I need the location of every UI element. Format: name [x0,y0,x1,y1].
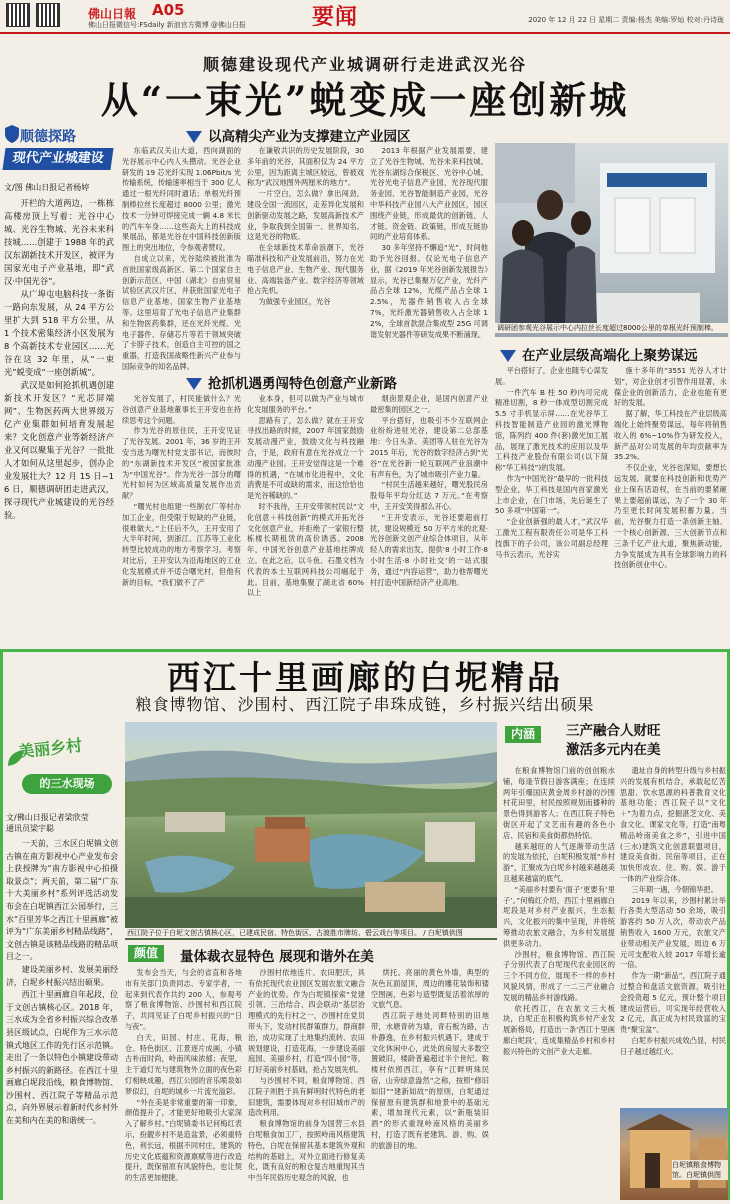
column-logo-line1: 顺德探路 [20,129,76,145]
paragraph: 白坭乡村振兴成效凸显，村民日子越过越红火。 [620,1035,726,1056]
photo-caption: 调研团参观光谷展示中心内拉丝长度超过8000公里的单根光纤预制棒。 [495,323,728,333]
photo-caption: 西江院子位于白坭文创古镇核心区，已建成民宿、特色街区、古渡胜市牌坊、碧云戏台等项目。 / 白坭镇供图 [125,928,497,938]
article-column [122,394,241,644]
paragraph: 依托西江，在农旅文三大板块，白坭正在积极构筑乡村产业发展新格局，打造出一条‘西江十里画廊白坭段’，连成集精品乡村和乡村振兴特色的文创产业大走廊。 [503,1003,615,1056]
photo-museum [620,1108,728,1200]
paragraph: 烘托。亮丽的黄色外墙，典型的灰色瓦面屋顶，周边的雕花装饰和镂空图画，色彩与造型既复活着浓厚的文旅气息。 [371,968,489,1010]
subheading: 量体裁衣显特色 展现和谐外在美 [180,949,374,965]
paragraph: 从广埠屯电脑科技一条街一路向东发展，从 24 平方公里扩大到 518 平方公里，从 1 个技术密集经济小区发展为 8 个高新技术专业园区……光谷在这 32 年里，从“一束光”蜕变成“一座创新城”。 [4,289,114,377]
paragraph: 在全球新技术革命浪潮下，光谷瞄准科技和产业发展前沿，努力在光电子信息产业、生物产业、现代服务业、高端装备产业、数字经济等领域抢占先机。 [247,243,364,296]
article-column [371,968,489,1196]
paragraph: 平台搭好了，企业也随专心谋发展。 [495,366,608,386]
paragraph: 西江院子地处河畔特别的旧地带，水塘青砖为墙，青石板为路，古朴静逸，在乡村振兴机遇下，建成于文化休闲中心，此处的房屋大多数空置破旧，楼龄普遍超过半个世纪。鞍楼村依照西江，享有“江畔明珠民宿，山旁绿意盎然”之称，按照“修旧如旧”“建新如故”的原则，白坭通过保留原有建筑群和地景中的基础元素，增加现代元素，以“新瓶装旧酒”的形式重现岭南风格的美丽乡村，打造了既有老建筑、游、购、娱的旅游目的地。 [371,1011,489,1150]
photo-exhibition [495,143,728,337]
photo-museum-art [620,1108,728,1200]
paragraph: 施十多年的“3551 光谷人才计划”，对企业创才引智作用显著，永葆企业的创新活力，企业也能有更好的发展。 [614,366,727,408]
byline: 文/佛山日报记者梁欣莹 通讯员梁宇聪 [6,813,89,833]
paragraph: 思路有了，怎么做？就在王开安寻找出路的时候，2007 年国家鼓励发展动漫产业，鼓励文化与科技融合，于是，政府有意在光谷成立一个动漫产业园。王开安觉得这是一个难得的机遇，“在城市化进程中，文化消费是不可或缺的需求，而这恰恰也是光谷稀缺的。” [247,415,364,501]
section-title: 要闻 [312,4,359,30]
story2-deck: 粮食博物馆、沙围村、西江院子串珠成链，乡村振兴结出硕果 [135,695,595,714]
qr-code-icon[interactable] [36,3,60,27]
tag-badge: 颜值 [128,945,164,962]
qr-code-icon[interactable] [6,3,30,27]
paragraph: “曙光村也组建一些制衣厂等村办加工企业，但受限于短缺的产业链，很难做大。”上任后不久，王开安用了大半年时间，到浙江、江苏等工业化转型比较成功的地方考察学习。考察对比后，王开安认为沿海地区的工业化发展模式并不适合曙光村，但他有新的目标，“我们做不了产 [122,501,241,587]
brand-logo: 佛山日報 [88,7,137,21]
paragraph: 开栏的大道两边，一栋栋高楼房顶上写着：光谷中心城、光谷生物城、光谷未来科技城……创建于 1988 年的武汉东湖新技术开发区，被评为国家光电子产业基地，即“武汉·中国光谷”。 [4,198,114,286]
column-logo [2,122,114,176]
article-column [620,766,726,1106]
paragraph: 时不我待，王开安带领村民以“文化创意＋科技创新”的模式开拓光谷文化创意产业，并拒绝了一家银行整栋楼长期租赁的高价诱惑。2008 年，中国光谷创意产业基地挂牌成立。在此之后，以斗鱼、石墨文档为代表的本土互联网科技公司崛起于此。目前，基地集聚了湖北省 60%以上 [247,501,364,598]
column-logo [6,734,122,808]
paragraph: 白天，田园、村庄、花海，粮仓、特色街区、江景逐片成画，小镇古朴而时尚，岭南风味浓郁；夜里，主干道灯光与建筑物外立面的夜色彩灯相映成趣，西江公园的音乐喷泉如梦似幻，白坭的城乡一片流光溢彩。 [125,1032,242,1096]
article-column [370,394,488,644]
paragraph: 烟囱景观企业，是国内创意产业最密集的园区之一。 [370,394,488,414]
article-column [614,366,727,644]
paragraph: 2019 年以来，沙围村累计举行各类大型活动 50 余场，吸引游客约 50 万人次，带动农产品销售收入 1600 万元，农旅文产业带动相关产业发展，周边 6 万元可支配收入较 2017 年增长逾一倍。 [620,895,726,970]
paragraph: “王开安表示，光谷还要超前打扰，建设规模近 50 万平方米的北观·光谷创新文创产业综合体项目，从年轻人的需求出发，提供‘8 小时工作·8 小时生活·8 小时社交’的一站式服务，通过“内容运营”，助力他帮曙光村打造中国新经济产业高地。 [370,512,488,587]
subheading: 在产业层级高端化上聚势谋远 [500,344,698,364]
photo-exhibition-art [495,143,728,337]
paragraph: 一件汽车 B 柱 50 秒内可完成精准切割，8 秒一体成型切割完成 5.5 寸手机显示屏……在光谷华工科技智能制造产业园的激光博物馆，陈列约 400 件(套)激光加工展品，展现了激光技术的应用以及华工科技产业股份有限公司(以下简称“华工科技”)的发展。 [495,387,608,473]
paragraph: 作为一期“新品”，西江院子通过整合和盘活文旅资源，吸引社会投资超 5 亿元，预计整个项目建成运营后，可实现年经营收入 2 亿元，真正成为村民致富的宝贵“聚宝盆”。 [620,971,726,1035]
paragraph: 2013 年根据产业发展需要，建立了光谷生物城、光谷未来科技城、光谷东湖综合保税区、光谷中心城、光谷光电子信息产业园，光谷现代服务业园、光谷智能制造产业园，光谷中华科技产业园八大产业园区，园区围绕产业链，形成最优的创新链、人才链、资金链、政策链，形成互链协同的产业培育体系。 [370,146,488,242]
paragraph: 据了解，华工科技在产业层级高端化上始终聚势谋远，每年将销售收入的 6%~10%作为研发投入，新产品对公司发展的年均贡献率为 35.2%。 [614,409,727,462]
paragraph: 一天前，三水区白坭镇文创古镇在南方影视中心产业发布会上获授牌为“南方影视中心拍摄取景点”；两天前，第二届“广东十大美丽乡村”系列评选活动发布会在白坭镇西江公园举行，三水“百里芳华之西江十里画廊”被评为“广东美丽乡村精品线路”，文创古镇是该精品线路的精品项目之一。 [6,839,118,962]
paragraph: 发布会当天，与会的省直和各地市有关部门负责同志、专家学者，一起来到代表作共约 200 人，参观考察了粮食博物馆、沙围村和西江院子，共同见证了白坭乡村振兴的“日与夜”。 [125,968,242,1031]
paragraph: 在谦敬共识的历史发展阶段，30 多年前的光谷，其面积仅为 24 平方公里，因为距离主城区较远，曾被戏称为“武汉地图外两厘米的地方”。 [247,146,364,188]
subheading: 三产融合人财旺 激活多元内在美 [566,723,661,758]
paragraph: 西江十里画廊自年起段，位于文创古镇核心区。2018 年，三水成为全省乡村振兴综合改革县区级试点，白坭作为三水示范镇式地区工作的先行区示范镇。走出了一条以特色小镇建设带动乡村振兴的新路径。在西江十里画廊白坭段沿线，粮食博物馆、沙围村、西江院子等精品示范点，向外界展示着新时代乡村外在美和内在美的和谐统一。 [6,990,118,1126]
paragraph: 越来越旺的人气逐渐带动生活的发展为依托，白坭积极发展“乡村游”，汇聚成为白坭乡村越来越越美且越来越富的底气。 [503,841,615,883]
paragraph: 光谷发展了，村民能做什么？光谷创意产业基地董事长王开安也在持续思考这个问题。 [122,394,241,425]
paragraph: 沙围村，粮食博物馆、西江院子分别代表了白坭现代农业园区的三个不同方位，展现不一样的乡村风貌风情，形成了一二三产业融合发展的精品乡村游线路。 [503,949,615,1002]
lead-text [4,197,114,642]
story2-headline: 西江十里画廊的白坭精品 [167,658,563,697]
date-line: 2020 年 12 月 22 日 星期二 责编:杨杰 美编:罗灿 校对:丹诗珑 [528,16,724,24]
triangle-icon [186,131,202,143]
article-column [125,968,242,1196]
tag-badge: 内涵 [505,726,541,743]
photo-caption: 白坭镇粮食博物馆。白坭镇供图 [672,1160,728,1180]
subheading: 以高精尖产业为支撑建立产业园区 [186,125,411,145]
story1-kicker: 顺德建设现代产业城调研行走进武汉光谷 [202,55,527,74]
byline: 文/图 佛山日报记者杨婷 [4,183,90,192]
paragraph: “企业创新强的最人才，”武汉华工激光工程有限责任公司是华工科技旗下的子公司，该公司副总经理马书云表示，光谷实 [495,517,608,559]
article-column [122,146,241,371]
shield-icon [4,124,20,144]
paragraph: 30 多年坚持不懈追“光”，时间他助予光谷回报。仅论光电子信息产业，据《2019 年光谷创新发展报告》显示，光谷已集聚万亿产业，光纤产品占全球 12%，光缆产品占全球 12.5%，光器件销售收入占全球 7%，光纤激光器销售收入占全球 12%，全球首款混合集成型 25G 可调谐发射光器件等研发成果不断涌现。 [370,243,488,339]
photo-aerial-art [125,722,497,940]
paragraph: 为做强专业园区，光谷 [258,297,331,307]
paragraph: 作为光谷的原住民，王开安见证了光谷发展。2001 年，36 岁的王开安当选为曙光村党支部书记，而彼时的“东湖新技术开发区”被国家批准为“中国光谷”。作为光谷一部分的曙光村如何为区域高质量发展作出贡献？ [122,426,241,501]
lead-text [6,838,118,1196]
paragraph: 自成立以来，光谷陆续被批准为首批国家级高新区、第二个国家自主创新示范区、中国（湖北）自由贸易试验区武汉片区，并获批国家光电子信息产业基地、国家生物产业基地等。这里培育了光电子信息产业集群和生物医药集群，还在光纤光缆、光电子器件、存储芯片等若干领域突破了卡脖子技术，创造自主可控的国之重器，打造我国战略性新兴产业参与国际竞争的知名品牌。 [122,253,241,371]
paragraph: 在粮食博物馆门前的创创粮水铺，每逢节假日游客满座；在连续两年引爆国庆黄金周乡村游的沙围村花田里，村民按照规划而播种的景色得到游客人；在西江院子特色街区开起了文艺而有趣的各色小店、民宿和美食街都热特惊。 [503,766,615,840]
article-column [370,146,488,352]
article-column [503,766,615,1194]
page-number: A05 [152,1,185,19]
paragraph: 武汉是如何抢抓机遇创建新技术开发区？“光芯屏端网”、生物医药两大世界级万亿产业集群如何培育发展起来？文化创意产业等新经济产业又何以聚集于光谷？一批批人才如何从这里起步，创办企业发展壮大？12 月 15 日~16 日，顺德调研团走进武汉，探寻现代产业城建设的光谷经验。 [4,380,114,520]
masthead-subline: 佛山日报微信号:FSdaily 新浪官方微博 @佛山日报 [88,21,246,29]
article-column [495,366,608,644]
paragraph: 遗址自身的转型升级与乡村振兴的发展有机结合，承载起忆苦思甜、饮水思源的科普教育文化基地功能；西江院子以“文化＋”为着力点，挖掘湛芝文化、美食文化、课家文化等，打造“南粤精品岭南美食之乡”，引进中国(三水)建筑文化创意联盟项目，建设美食街、民宿等项目，正在加快形成农、住、购、娱、游于一体的产业综合体。 [620,766,726,883]
article-column [248,968,365,1196]
subheading: 抢抓机遇勇闯特色创意产业新路 [186,372,397,392]
paragraph: 三年期一遇，今朝锦华把。 [631,884,718,894]
paragraph: 建设美丽乡村、发展美丽经济，白坭乡村振兴结出硕果。 [6,964,118,987]
paragraph: “村民生活越来越好，曙光股民房股每年平均分红达 7 万元。”在考察中，王开安笑得那么开心。 [370,480,488,511]
paragraph: 沙围村依地连片、农田肥沃，具有依托现代农业园区发展农旅文融合产业的优势。作为白坭镇探索“党建引领、三治结合、四会联动”基层治理模式的先行村之一，沙围村在党员带头下，发动村民群策群力，群商群治，成功实现了土地集约流转、农田规划建设，打造花海，一步建设美丽庭园、美丽乡村，打造“四小园”等，打好美丽乡村基础，抢占发展先机。 [248,968,365,1075]
photo-aerial [125,722,497,940]
article-column [247,146,364,352]
story1-headline: 从“一束光”蜕变成一座创新城 [100,78,630,122]
paragraph: 东临武汉关山大道，西向湖面的光谷展示中心内人头攒动。光谷企业研发的 19 芯光纤实现 1.06Pbit/s 光传输系统，传输速率相当于 300 亿人通过一根光纤同时通话；单根光纤预制棒拉丝长度超过 8000 公里；激光技术一分钟可焊接完成一辆 4.8 米长的汽车车身……这些高大上的科技成果展品，都是光谷在中国科技创新版图上的突出地位，令参观者赞叹。 [122,146,241,253]
triangle-icon [186,378,202,390]
triangle-icon [500,350,516,362]
paragraph: “美丽乡村要有‘面子’更要有‘里子’。”何梅红介绍，西江十里画廊白坭段是对乡村产业振兴，生态振兴，文化振兴的集中呈现，并将统筹推动农旅文融合，为乡村发展提供更多动力。 [503,884,615,948]
article-column [247,394,364,644]
column-logo-line1: 美丽乡村 [17,735,83,762]
masthead [0,0,730,34]
paragraph: 与沙围村不同，粮食博物馆、西江院子则胜于具有鲜明时代特色的老旧建筑，需要体现对乡村旧城市产的造改利用。 [248,1075,365,1118]
paragraph: 业本身，但可以做为产业与城市化发展服务的平台。” [247,394,364,414]
paragraph: 不仅企业，光谷也深知，要想长远发展，就要在科技创新和优势产业上保有话语权，在当前的要紧砸果上要超前谋远，为了一个 30 年乃至更长时间发展积蓄力量。当前，光谷聚力打造一条创新主轴、一个核心创新源、三大创新节点和三条千亿产业大道，聚焦新动能，力争发展成为具有全球影响力的科技创新创业中心。 [614,463,727,570]
paragraph: 一片空白，怎么做？拿出闯劲，建设全国一流园区，走差异化发展和创新驱动发展之路，发展高新技术产业，争取我到全国第一、世界知名。这是光谷的物底。 [247,189,364,242]
paragraph: “外在美是非常重要的第一印象，颜值提升了，才能更好地吸引大家深入了解乡村。”白坭镇委书记何梅红表示，扮靓乡村不是造盆景，必须重特色，利长远，根据不同村庄，建筑的历史文化底蕴和资源禀赋等进行改造提升，既保留原有风貌特色，也让契的生活更加便捷。 [125,1097,242,1183]
column-logo-line2: 现代产业城建设 [2,148,113,170]
paragraph: 平台搭好，也吸引不少互联网企业纷纷进驻光谷，建设第二总部基地：今日头条、美团等人驻在光谷为 2015 年后，光谷的数字经济占到“光谷”在光谷新一轮互联网产业浪潮中有声有色，为了城市吸引产业力量。 [370,415,488,479]
column-logo-line2: 的三水现场 [22,774,112,794]
paragraph: 作为“中国光谷”最早的一批科技型企业，华工科技是国内首家激光上市企业，在门市场，先后诞生了 50 多项“中国第一”。 [495,473,608,516]
paragraph: 粮食博物馆的前身为国营三水县白坭粮食加工厂，按照岭南风格建筑特色，白坭在保留其基本建筑外观和结构的基础上，对外立面进行修复美化，既有良好的粮仓复古地重现其当中当年民俗历史观念的风貌，也 [248,1119,365,1183]
